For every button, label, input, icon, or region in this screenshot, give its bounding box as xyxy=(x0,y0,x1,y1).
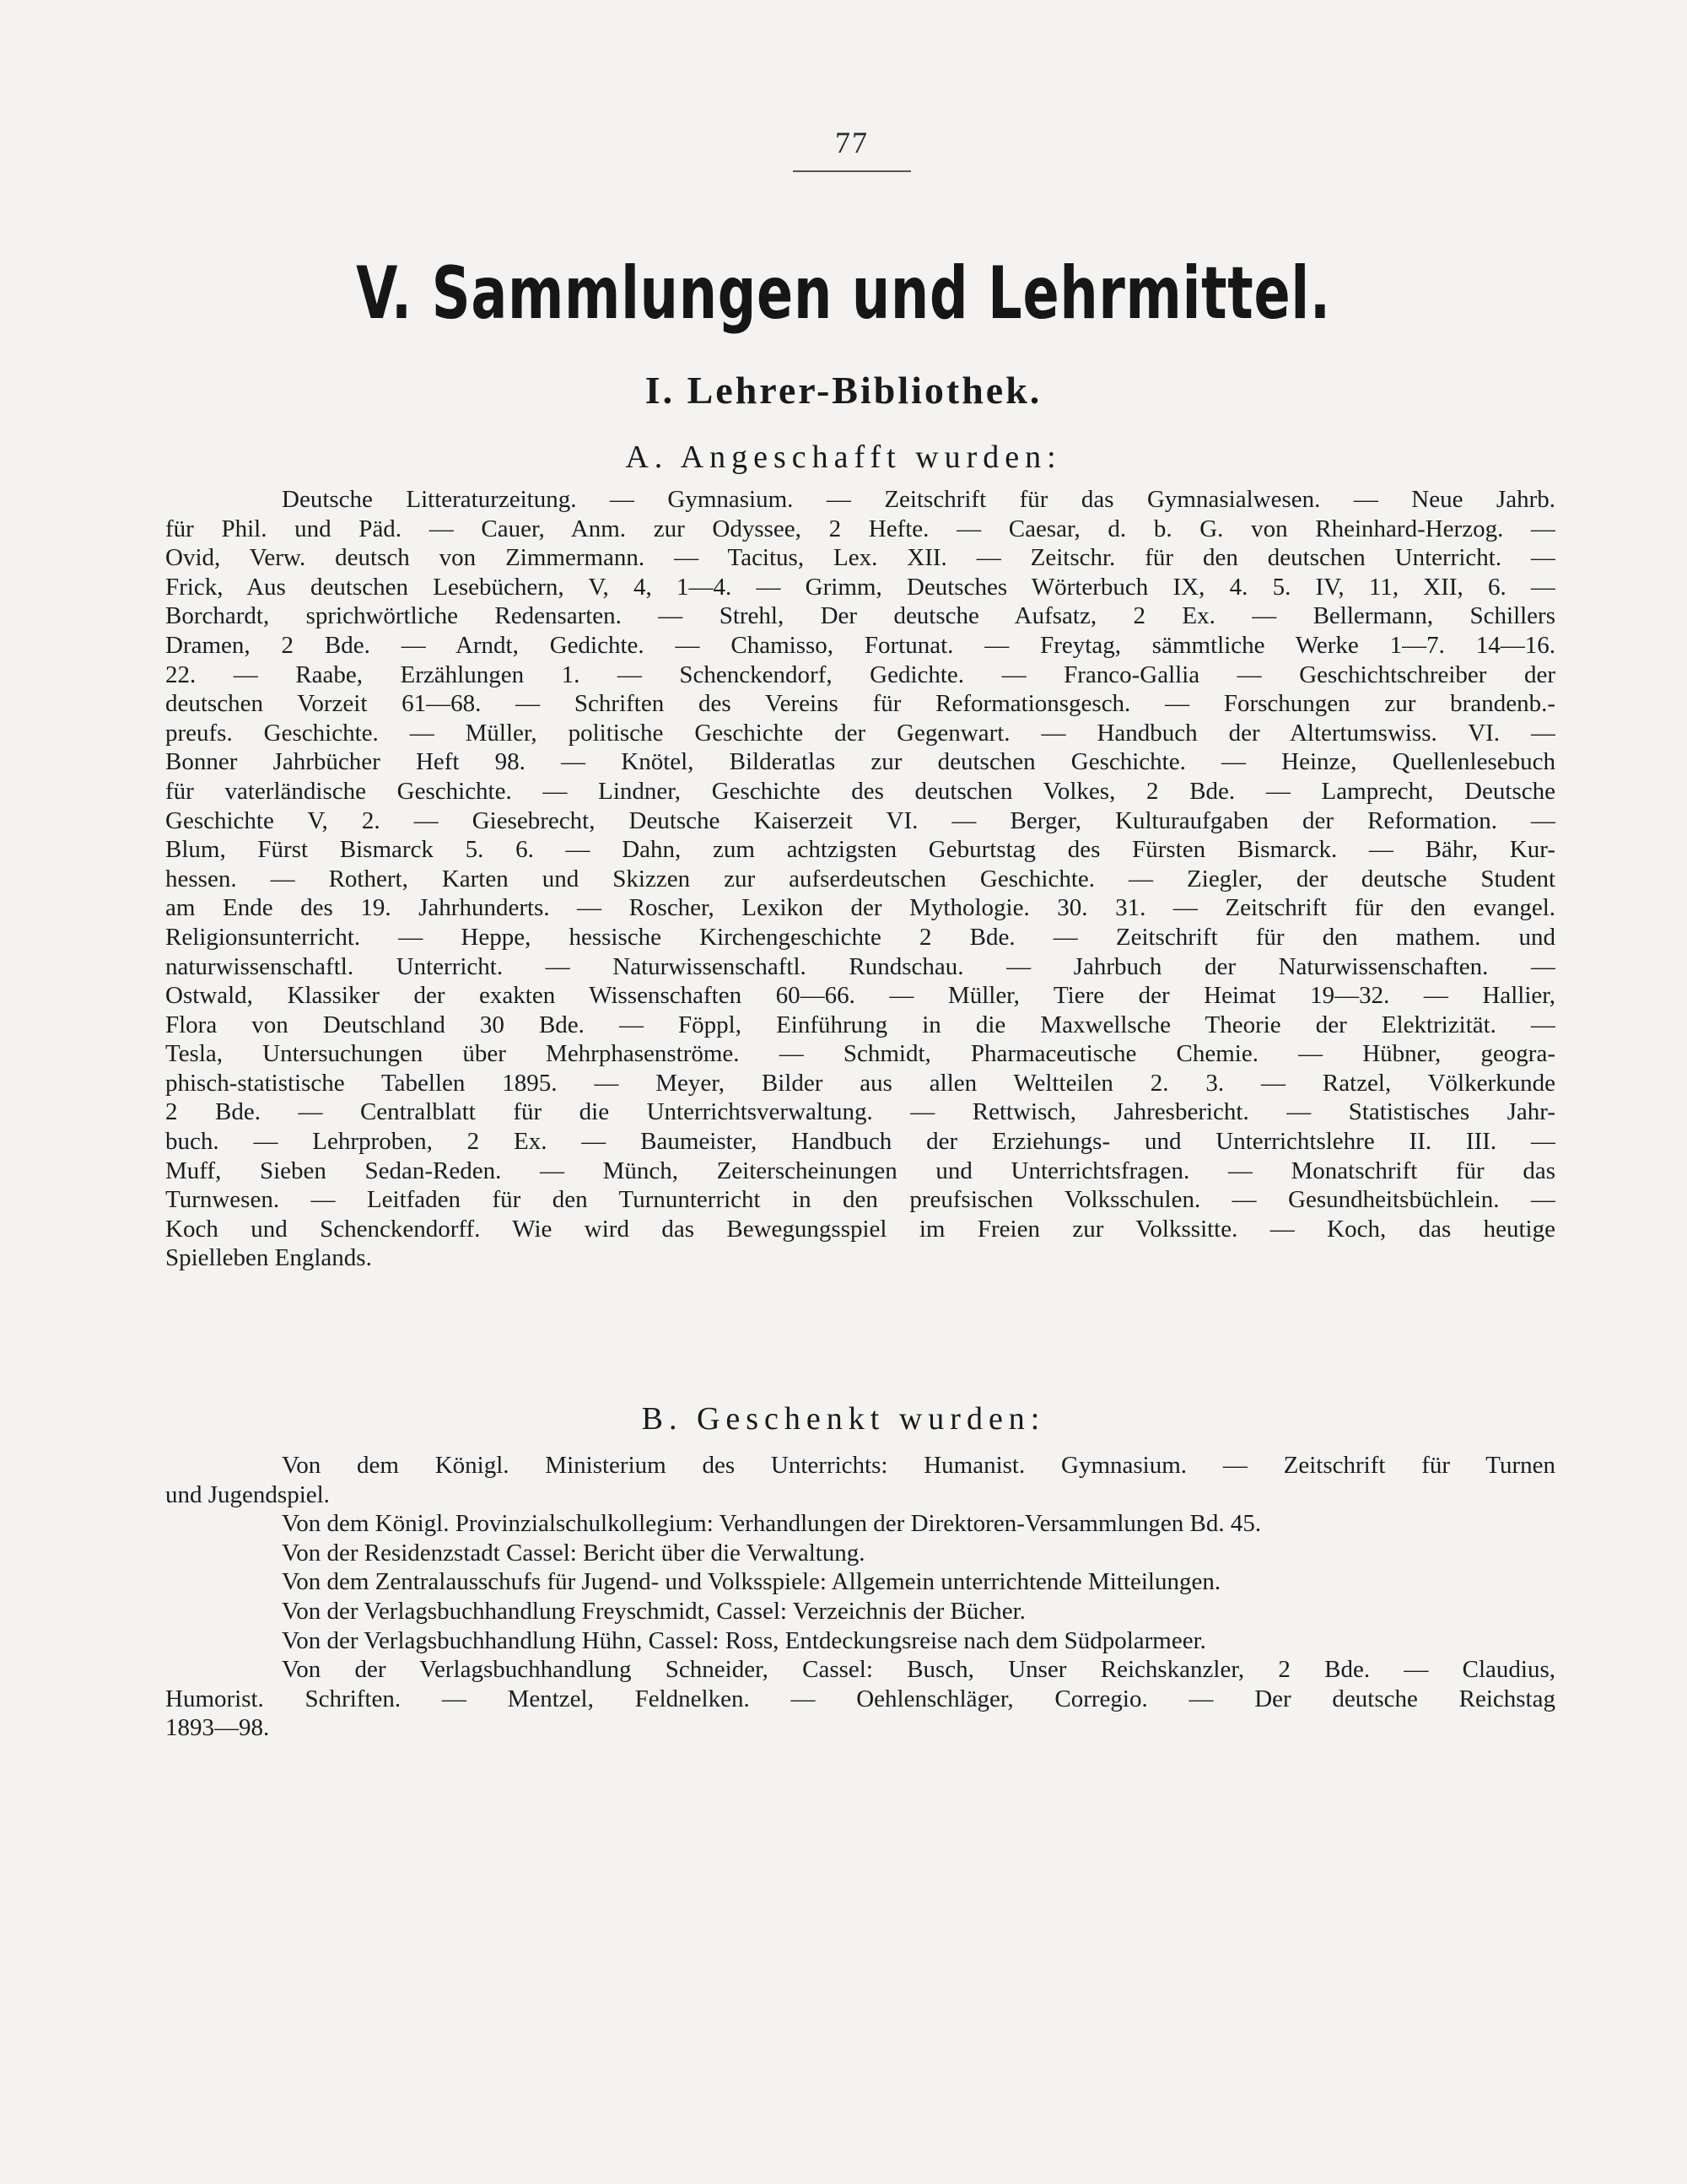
text-line: für Phil. und Päd. — Cauer, Anm. zur Odyssee, 2 Hefte. — Caesar, d. b. G. von Rheinhard-Herzog. — xyxy=(165,515,1555,542)
subsection-b-text xyxy=(165,1451,1555,1743)
text-line: Flora von Deutschland 30 Bde. — Föppl, Einführung in die Maxwellsche Theorie der Elektrizität. — xyxy=(165,1011,1555,1038)
text-line: 22. — Raabe, Erzählungen 1. — Schenckendorf, Gedichte. — Franco-Gallia — Geschichtschreiber der xyxy=(165,661,1555,688)
text-line: 2 Bde. — Centralblatt für die Unterrichtsverwaltung. — Rettwisch, Jahresbericht. — Statistisches Jahr- xyxy=(165,1098,1555,1126)
text-line: hessen. — Rothert, Karten und Skizzen zur aufserdeutschen Geschichte. — Ziegler, der deutsche Student xyxy=(165,865,1555,892)
text-line: Von dem Königl. Provinzialschulkollegium: Verhandlungen der Direktoren-Versammlungen Bd. 45. xyxy=(282,1510,1262,1538)
text-line: Von dem Zentralausschufs für Jugend- und Volksspiele: Allgemein unterrichtende Mitteilungen. xyxy=(282,1568,1221,1596)
page-number: 77 xyxy=(835,126,869,159)
text-line: phisch-statistische Tabellen 1895. — Meyer, Bilder aus allen Weltteilen 2. 3. — Ratzel, Völkerkunde xyxy=(165,1069,1555,1097)
text-line: deutschen Vorzeit 61—68. — Schriften des Vereins für Reformationsgesch. — Forschungen zur brandenb.- xyxy=(165,690,1555,718)
subsection-a-text xyxy=(165,485,1555,1273)
text-line: und Jugendspiel. xyxy=(165,1480,330,1508)
text-line: Deutsche Litteraturzeitung. — Gymnasium. — Zeitschrift für das Gymnasialwesen. — Neue Jahrb. xyxy=(282,486,1555,513)
text-line: Von der Verlagsbuchhandlung Freyschmidt, Cassel: Verzeichnis der Bücher. xyxy=(282,1597,1026,1625)
text-line: buch. — Lehrproben, 2 Ex. — Baumeister, Handbuch der Erziehungs- und Unterrichtslehre II. III. — xyxy=(165,1128,1555,1156)
text-line: Spielleben Englands. xyxy=(165,1244,372,1272)
subsection-b-heading: B. Geschenkt wurden: xyxy=(641,1401,1046,1437)
text-line: Bonner Jahrbücher Heft 98. — Knötel, Bilderatlas zur deutschen Geschichte. — Heinze, Quellenlesebuch xyxy=(165,748,1555,776)
text-line: Von dem Königl. Ministerium des Unterrichts: Humanist. Gymnasium. — Zeitschrift für Turnen xyxy=(282,1452,1555,1479)
text-line: Von der Verlagsbuchhandlung Hühn, Cassel: Ross, Entdeckungsreise nach dem Südpolarmeer. xyxy=(282,1626,1206,1654)
text-line: naturwissenschaftl. Unterricht. — Naturwissenschaftl. Rundschau. — Jahrbuch der Naturwissenschaften. — xyxy=(165,952,1555,980)
text-line: Ovid, Verw. deutsch von Zimmermann. — Tacitus, Lex. XII. — Zeitschr. für den deutschen Unterricht. — xyxy=(165,544,1555,572)
text-line: Blum, Fürst Bismarck 5. 6. — Dahn, zum achtzigsten Geburtstag des Fürsten Bismarck. — Bähr, Kur- xyxy=(165,836,1555,864)
chapter-title: V. Sammlungen und Lehrmittel. xyxy=(356,251,1331,336)
text-line: Ostwald, Klassiker der exakten Wissenschaften 60—66. — Müller, Tiere der Heimat 19—32. — Hallier, xyxy=(165,982,1555,1010)
text-line: Koch und Schenckendorff. Wie wird das Bewegungsspiel im Freien zur Volkssitte. — Koch, das heutige xyxy=(165,1215,1555,1243)
text-line: Geschichte V, 2. — Giesebrecht, Deutsche Kaiserzeit VI. — Berger, Kulturaufgaben der Reformation. — xyxy=(165,806,1555,834)
text-line: Religionsunterricht. — Heppe, hessische Kirchengeschichte 2 Bde. — Zeitschrift für den mathem. und xyxy=(165,923,1555,951)
text-line: preufs. Geschichte. — Müller, politische Geschichte der Gegenwart. — Handbuch der Altertumswiss. VI. — xyxy=(165,719,1555,747)
page-number-rule xyxy=(793,170,911,172)
text-line: Tesla, Untersuchungen über Mehrphasenströme. — Schmidt, Pharmaceutische Chemie. — Hübner, geogra- xyxy=(165,1040,1555,1068)
text-line: für vaterländische Geschichte. — Lindner, Geschichte des deutschen Volkes, 2 Bde. — Lamprecht, Deutsche xyxy=(165,777,1555,805)
text-line: 1893—98. xyxy=(165,1714,270,1742)
text-line: Frick, Aus deutschen Lesebüchern, V, 4, 1—4. — Grimm, Deutsches Wörterbuch IX, 4. 5. IV, 11, XII, 6. — xyxy=(165,573,1555,601)
section-title: I. Lehrer-Bibliothek. xyxy=(644,369,1043,412)
text-line: Humorist. Schriften. — Mentzel, Feldnelken. — Oehlenschläger, Corregio. — Der deutsche Reichstag xyxy=(165,1685,1555,1712)
text-line: am Ende des 19. Jahrhunderts. — Roscher, Lexikon der Mythologie. 30. 31. — Zeitschrift für den evangel. xyxy=(165,894,1555,922)
text-line: Turnwesen. — Leitfaden für den Turnunterricht in den preufsischen Volksschulen. — Gesundheitsbüchlein. — xyxy=(165,1186,1555,1214)
subsection-a-heading: A. Angeschafft wurden: xyxy=(625,439,1062,475)
text-line: Borchardt, sprichwörtliche Redensarten. — Strehl, Der deutsche Aufsatz, 2 Ex. — Bellermann, Schillers xyxy=(165,602,1555,630)
text-line: Dramen, 2 Bde. — Arndt, Gedichte. — Chamisso, Fortunat. — Freytag, sämmtliche Werke 1—7. 14—16. xyxy=(165,631,1555,659)
text-line: Muff, Sieben Sedan-Reden. — Münch, Zeiterscheinungen und Unterrichtsfragen. — Monatschrift für das xyxy=(165,1157,1555,1184)
text-line: Von der Residenzstadt Cassel: Bericht über die Verwaltung. xyxy=(282,1539,865,1567)
text-line: Von der Verlagsbuchhandlung Schneider, Cassel: Busch, Unser Reichskanzler, 2 Bde. — Claudius, xyxy=(282,1656,1555,1684)
